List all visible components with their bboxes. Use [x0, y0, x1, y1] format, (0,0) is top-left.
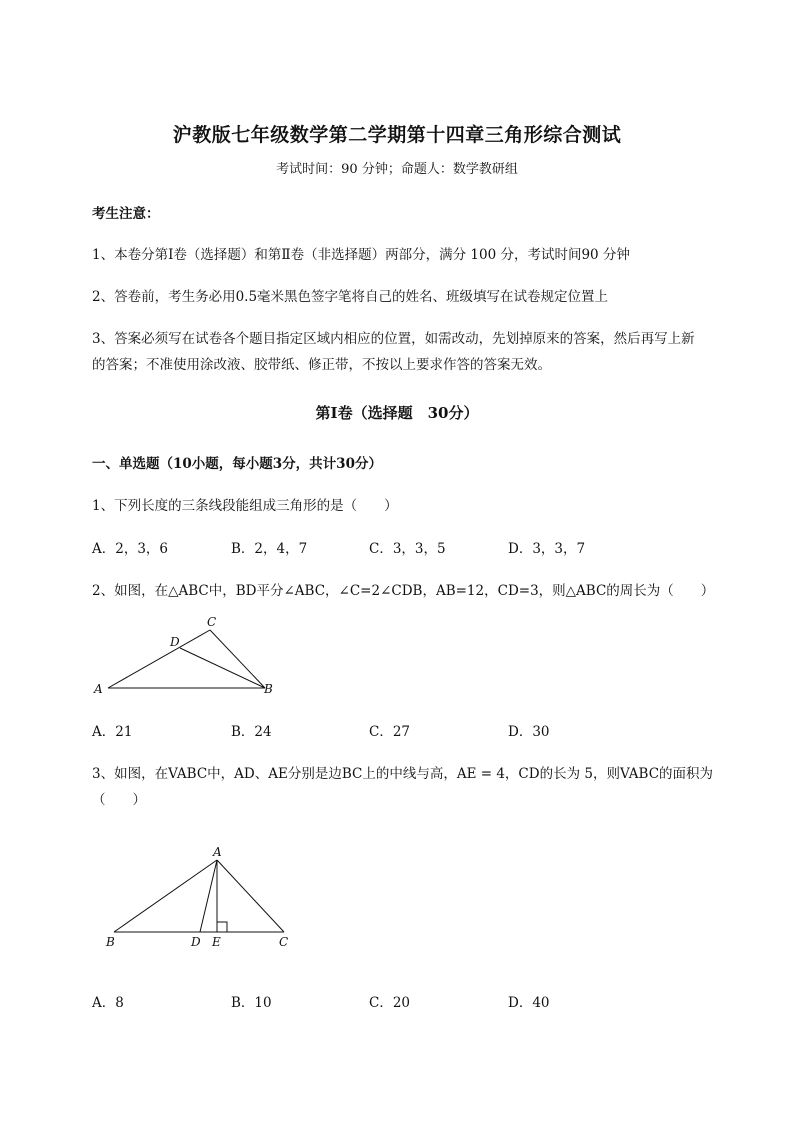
- question-2-stem: 2、如图，在△ABC中，BD平分∠ABC，∠C=2∠CDB，AB=12，CD=3，则△ABC的周长为（ ）: [92, 583, 715, 599]
- q3-label-b: B: [106, 935, 115, 949]
- q3-label-c: C: [279, 935, 289, 949]
- notice-heading: 考生注意：: [92, 206, 160, 222]
- q2-option-d[interactable]: D．30: [508, 724, 550, 740]
- q2-option-b[interactable]: B．24: [231, 724, 272, 740]
- q2-triangle-figure: [90, 612, 290, 702]
- notice-item-1: 1、本卷分第Ⅰ卷（选择题）和第Ⅱ卷（非选择题）两部分，满分 100 分，考试时间90 分钟: [92, 247, 630, 263]
- q1-option-a[interactable]: A．2，3，6: [92, 541, 169, 557]
- q2-option-a[interactable]: A．21: [92, 724, 133, 740]
- page-title: 沪教版七年级数学第二学期第十四章三角形综合测试: [172, 124, 622, 146]
- q3-label-e: E: [212, 935, 221, 949]
- q1-option-b[interactable]: B．2，4，7: [231, 541, 308, 557]
- q2-label-b: B: [264, 682, 273, 696]
- q3-label-a: A: [213, 845, 222, 859]
- question-1-stem: 1、下列长度的三条线段能组成三角形的是（ ）: [92, 498, 398, 514]
- notice-item-3-line-2: 的答案；不准使用涂改液、胶带纸、修正带，不按以上要求作答的答案无效。: [92, 357, 551, 373]
- section-title: 第Ⅰ卷（选择题 30分）: [315, 404, 479, 422]
- q3-option-c[interactable]: C．20: [369, 995, 411, 1011]
- notice-item-3-line-1: 3、答案必须写在试卷各个题目指定区域内相应的位置，如需改动，先划掉原来的答案，然后再写上新: [92, 331, 695, 347]
- q2-label-c: C: [207, 615, 217, 629]
- exam-info: 考试时间：90 分钟；命题人：数学教研组: [276, 162, 518, 177]
- q2-option-c[interactable]: C．27: [369, 724, 411, 740]
- q3-option-a[interactable]: A．8: [92, 995, 124, 1011]
- q3-triangle-figure: [100, 842, 300, 952]
- q2-label-a: A: [94, 682, 103, 696]
- q3-option-d[interactable]: D．40: [508, 995, 550, 1011]
- part-heading: 一、单选题（10小题，每小题3分，共计30分）: [92, 456, 382, 472]
- q3-option-b[interactable]: B．10: [231, 995, 272, 1011]
- q3-label-d: D: [191, 935, 201, 949]
- question-3-stem-line-1: 3、如图，在VABC中，AD、AE分别是边BC上的中线与高，AE = 4，CD的长为 5，则VABC的面积为: [92, 766, 714, 782]
- q2-label-d: D: [170, 635, 180, 649]
- q1-option-c[interactable]: C．3，3，5: [369, 541, 446, 557]
- notice-item-2: 2、答卷前，考生务必用0.5毫米黑色签字笔将自己的姓名、班级填写在试卷规定位置上: [92, 289, 609, 305]
- q1-option-d[interactable]: D．3，3，7: [508, 541, 586, 557]
- question-3-stem-line-2: （ ）: [92, 792, 146, 808]
